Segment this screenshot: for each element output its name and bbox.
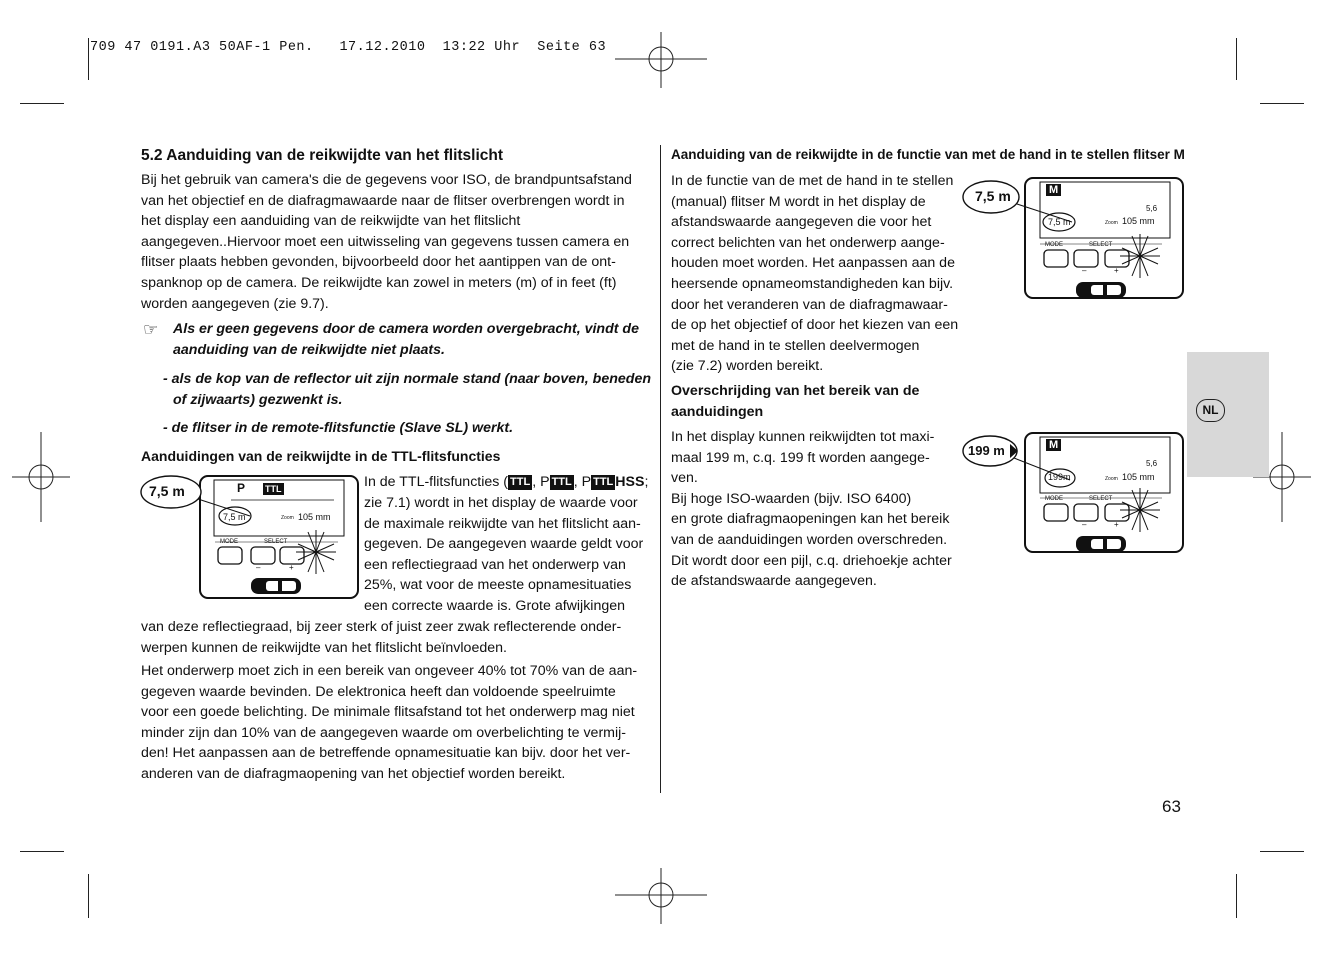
text-line: door het veranderen van de diafragmawaar- — [671, 296, 948, 313]
crop-mark — [1236, 874, 1237, 918]
select-button-label: SELECT — [1089, 496, 1113, 502]
minus-label: – — [256, 563, 261, 572]
display-mode-label: M — [1046, 439, 1061, 451]
display-range-value: 7,5 m — [1048, 217, 1071, 227]
last-paragraph — [141, 661, 637, 785]
text-line: heersende opnameomstandigheden kan bijv. — [671, 275, 954, 292]
section-title: 5.2 Aanduiding van de reikwijdte van het flitslicht — [141, 147, 504, 164]
ttl-symbol: TTL — [510, 476, 531, 488]
text-line: ven. — [671, 470, 698, 487]
text-line: van het objectief en de diafragmawaarde naar de flitser overbrengen wordt in — [141, 192, 625, 209]
crop-mark — [1260, 851, 1304, 852]
text-line: de maximale reikwijdte van het flitslicht aan- — [364, 515, 641, 532]
text-line: werpen kunnen de reikwijdte van het flitslicht beïnvloeden. — [141, 639, 507, 656]
text-line: Dit wordt door een pijl, c.q. driehoekje achter — [671, 552, 952, 569]
minus-label: – — [1082, 266, 1087, 275]
display-zoom-label: Zoom — [1105, 220, 1118, 226]
display-zoom-value: 105 mm — [1122, 472, 1155, 482]
text-line: spanknop op de camera. De reikwijdte kan zowel in meters (m) of in feet (ft) — [141, 274, 617, 291]
registration-mark-bottom — [615, 866, 707, 926]
text-line: een correcte waarde is. Grote afwijkingen — [364, 597, 626, 614]
display-zoom-label: Zoom — [1105, 476, 1118, 482]
pointing-hand-icon: ☞ — [143, 320, 159, 340]
mode-button-label: MODE — [220, 539, 238, 545]
crop-mark — [88, 38, 89, 80]
mode-button-label: MODE — [1045, 496, 1063, 502]
text-line: minder zijn dan 10% van de aangegeven waarde om overbelichting te vermij- — [141, 724, 627, 741]
text-line: het display een aanduiding van de reikwijdte van het flitslicht — [141, 213, 521, 230]
intro-paragraph — [141, 170, 632, 314]
display-zoom-label: Zoom — [281, 515, 294, 521]
display-zoom-value: 105 mm — [298, 512, 331, 522]
display-mode-label: P — [237, 481, 246, 495]
display-ttl-label: TTL — [265, 484, 282, 494]
display-zoom-value: 105 mm — [1122, 216, 1155, 226]
text-line: gegeven. De aangegeven waarde geldt voor — [364, 536, 644, 553]
note-bullet — [163, 369, 651, 410]
text-line: Bij hoge ISO-waarden (bijv. ISO 6400) — [671, 490, 912, 507]
text-line: flitser plaats hebben gevonden, bijvoorbeeld door het aantippen van de ont- — [141, 254, 616, 271]
text-line: afstandswaarde aangegeven die voor het — [671, 214, 932, 231]
select-button-label: SELECT — [1089, 242, 1113, 248]
manual-paragraph — [671, 171, 958, 377]
text-line: Bij het gebruik van camera's die de gegevens voor ISO, de brandpuntsafstand — [141, 172, 632, 188]
ttl-paragraph-continued — [141, 617, 621, 658]
text-line: van de aanduidingen worden overschreden. — [671, 531, 948, 548]
text-line: voor een goede belichting. De minimale flitsafstand tot het onderwerp mag niet — [141, 704, 635, 721]
language-badge: NL — [1196, 399, 1225, 422]
text-line: van deze reflectiegraad, bij zeer sterk of juist zeer zwak reflecterende onder- — [141, 619, 622, 635]
overrange-subheading — [671, 381, 919, 422]
crop-mark — [20, 851, 64, 852]
text-line: de op het objectief of door het kiezen van een — [671, 317, 959, 334]
text-line: gegeven waarde bevinden. De elektronica heeft dan voldoende speelruimte — [141, 683, 616, 700]
ttl-symbol: TTL — [551, 476, 572, 488]
text-line: Overschrijding van het bereik van de — [671, 383, 920, 399]
range-callout: 7,5 m — [149, 483, 185, 499]
text-line: - als de kop van de reflector uit zijn normale stand (naar boven, beneden — [163, 371, 652, 387]
text-line: anderen van de diafragmaopening van het objectief worden bereikt. — [141, 765, 566, 782]
crop-mark — [88, 874, 89, 918]
registration-mark-top — [615, 30, 707, 90]
text-line: den! Het aanpassen aan de betreffende opnamesituatie kan bijv. door het ver- — [141, 745, 631, 762]
text-fragment: ; — [644, 474, 649, 490]
note — [173, 319, 639, 360]
plus-label: + — [1114, 266, 1119, 275]
display-range-value: 7,5 m — [223, 512, 246, 522]
text-line: In het display kunnen reikwijdten tot maxi- — [671, 429, 935, 445]
range-callout: 7,5 m — [975, 188, 1011, 204]
mode-button-label: MODE — [1045, 242, 1063, 248]
text-line: Als er geen gegevens door de camera worden overgebracht, vindt de — [173, 321, 639, 337]
plus-label: + — [1114, 520, 1119, 529]
ttl-paragraph-first-line — [364, 472, 648, 493]
display-aperture: 5,6 — [1146, 204, 1158, 213]
display-aperture: 5,6 — [1146, 459, 1158, 468]
text-line: correct belichten van het onderwerp aange- — [671, 234, 945, 251]
select-button-label: SELECT — [264, 539, 288, 545]
text-line: zie 7.1) wordt in het display de waarde voor — [364, 495, 638, 511]
text-line: 25%, wat voor de meeste opnamesituaties — [364, 577, 632, 594]
plus-label: + — [289, 563, 294, 572]
hss-label: HSS — [615, 474, 645, 490]
overrange-paragraph — [671, 427, 952, 592]
subheading-ttl: Aanduidingen van de reikwijdte in de TTL-flitsfuncties — [141, 448, 501, 464]
text-fragment: In de TTL-flitsfuncties ( — [364, 474, 509, 490]
ttl-symbol: TTL — [593, 476, 614, 488]
crop-mark — [1236, 38, 1237, 80]
text-line: In de functie van de met de hand in te stellen — [671, 173, 954, 189]
text-line: maal 199 m, c.q. 199 ft worden aangege- — [671, 449, 930, 466]
text-line: houden moet worden. Het aanpassen aan de — [671, 255, 955, 272]
text-line: de afstandswaarde aangegeven. — [671, 573, 877, 590]
print-header: 709 47 0191.A3 50AF-1 Pen. 17.12.2010 13:22 Uhr Seite 63 — [90, 40, 607, 55]
minus-label: – — [1082, 520, 1087, 529]
display-range-value: 199m — [1048, 472, 1071, 482]
text-line: worden aangegeven (zie 9.7). — [141, 295, 329, 312]
text-line: aangegeven..Hiervoor moet een uitwisseling van gegevens tussen camera en — [141, 233, 630, 250]
page-number: 63 — [1162, 797, 1181, 816]
text-line: aanduidingen — [671, 403, 764, 420]
range-callout: 199 m — [968, 443, 1005, 458]
text-line: met de hand in te stellen deelvermogen — [671, 337, 920, 354]
right-heading: Aanduiding van de reikwijdte in de functie van met de hand in te stellen flitser M — [671, 147, 1185, 162]
note-bullet: - de flitser in de remote-flitsfunctie (Slave SL) werkt. — [163, 420, 514, 436]
text-line: (manual) flitser M wordt in het display de — [671, 193, 926, 210]
text-line: een reflectiegraad van het onderwerp van — [364, 556, 626, 573]
registration-mark-left — [12, 432, 70, 522]
column-divider — [660, 145, 661, 793]
text-fragment: , P — [532, 474, 550, 490]
crop-mark — [20, 103, 64, 104]
crop-mark — [1260, 103, 1304, 104]
text-line: (zie 7.2) worden bereikt. — [671, 358, 824, 375]
text-line: en grote diafragmaopeningen kan het bereik — [671, 511, 950, 528]
text-line: of zijwaarts) gezwenkt is. — [173, 391, 343, 408]
text-line: Het onderwerp moet zich in een bereik van ongeveer 40% tot 70% van de aan- — [141, 663, 638, 679]
text-line: aanduiding van de reikwijdte niet plaats. — [173, 341, 445, 358]
display-mode-label: M — [1046, 184, 1061, 196]
ttl-paragraph — [364, 493, 643, 617]
text-fragment: , P — [573, 474, 592, 490]
